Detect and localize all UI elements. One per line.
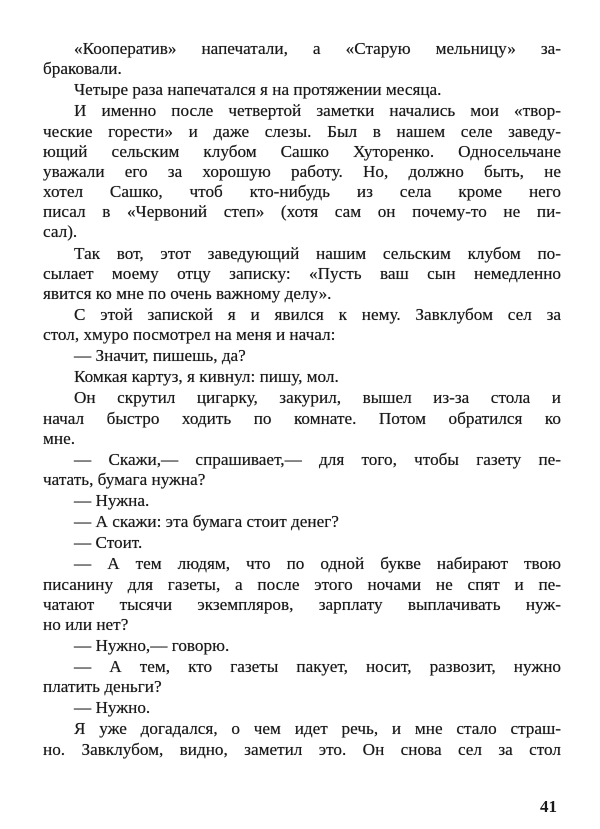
paragraph [43, 80, 561, 100]
text-line: уважали его за хорошую работу. Но, должно быть, не [43, 161, 561, 181]
text-line: — Нужно,— говорю. [74, 636, 230, 656]
text-line: Комкая картуз, я кивнул: пишу, мол. [74, 367, 339, 387]
text-line: мне. [43, 428, 75, 448]
text-line: С этой запиской я и явился к нему. Завклубом сел за [74, 305, 561, 324]
page-body-text [43, 39, 561, 761]
text-line: чатать, бумага нужна? [43, 470, 206, 490]
paragraph [43, 512, 561, 532]
text-line: — А скажи: эта бумага стоит денег? [74, 512, 339, 532]
text-line: явится ко мне по очень важному делу». [43, 283, 332, 303]
text-line: — Скажи,— спрашивает,— для того, чтобы газету пе- [74, 449, 561, 469]
text-line: — Нужно. [74, 698, 151, 718]
text-line: платить деньги? [43, 677, 162, 697]
text-line: «Кооператив» напечатали, а «Старую мельницу» за- [74, 39, 561, 58]
text-line: чатают тысячи экземпляров, зарплату выплачивать нуж- [43, 594, 561, 614]
text-line: ческие горести» и даже слезы. Был в нашем селе заведу- [43, 121, 561, 141]
text-line: но. Завклубом, видно, заметил это. Он снова сел за стол [43, 739, 561, 759]
text-line: стол, хмуро посмотрел на меня и начал: [43, 325, 336, 345]
text-line: начал быстро ходить по комнате. Потом обратился ко [43, 408, 561, 428]
text-line: — Стоит. [74, 533, 143, 553]
text-line: писанину для газеты, а после этого ночами не спят и пе- [43, 574, 561, 594]
text-line: писал в «Червоний степ» (хотя сам он почему-то не пи- [43, 202, 561, 222]
paragraph [43, 346, 561, 366]
text-line: — А тем людям, что по одной букве набирают твою [74, 554, 561, 574]
paragraph [43, 719, 561, 759]
paragraph [43, 698, 561, 718]
paragraph [43, 305, 561, 345]
paragraph [43, 636, 561, 656]
page-number: 41 [540, 797, 557, 816]
text-line: Четыре раза напечатался я на протяжении месяца. [74, 80, 442, 100]
text-line: Он скрутил цигарку, закурил, вышел из-за стола и [74, 388, 561, 408]
paragraph [43, 388, 561, 449]
text-line: — Нужна. [74, 491, 150, 511]
text-line: — Значит, пишешь, да? [74, 346, 246, 366]
text-line: браковали. [43, 59, 122, 79]
text-line: но или нет? [43, 614, 129, 634]
paragraph [43, 657, 561, 697]
paragraph [43, 491, 561, 511]
text-line: — А тем, кто газеты пакует, носит, развозит, нужно [74, 657, 561, 677]
paragraph [43, 367, 561, 387]
text-line: Я уже догадался, о чем идет речь, и мне стало страш- [74, 719, 561, 739]
text-line: сылает моему отцу записку: «Пусть ваш сын немедленно [43, 263, 561, 283]
text-line: И именно после четвертой заметки начались мои «твор- [74, 101, 561, 121]
text-line: ющий сельским клубом Сашко Хуторенко. Односельчане [43, 141, 561, 161]
paragraph [43, 533, 561, 553]
paragraph [43, 244, 561, 305]
paragraph [43, 101, 561, 242]
text-line: сал). [43, 222, 78, 242]
text-line: Так вот, этот заведующий нашим сельским клубом по- [74, 243, 561, 263]
paragraph [43, 450, 561, 490]
paragraph [43, 554, 561, 635]
paragraph [43, 39, 561, 79]
text-line: хотел Сашко, чтоб кто-нибудь из села кроме него [43, 182, 561, 202]
